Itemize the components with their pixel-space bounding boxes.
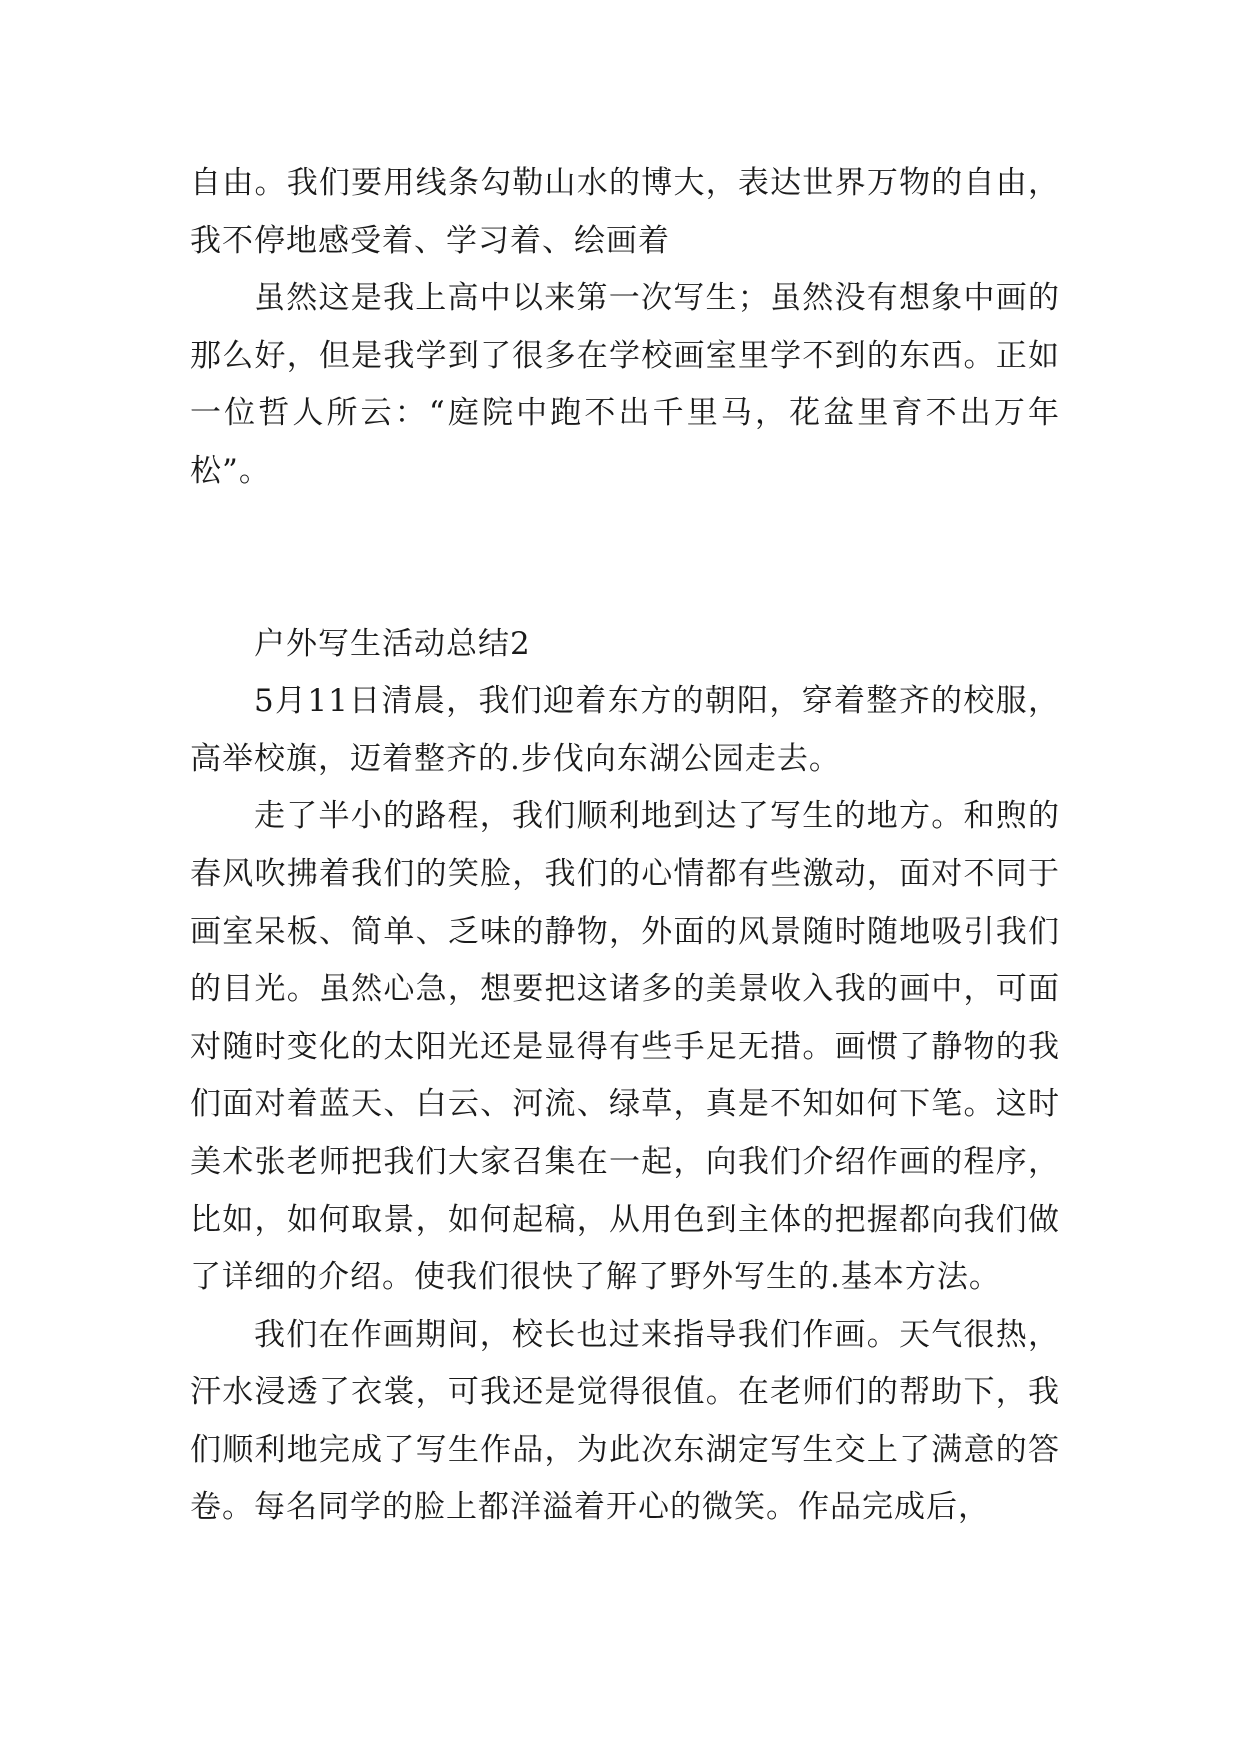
section-spacer	[190, 501, 1060, 616]
paragraph-painting: 我们在作画期间，校长也过来指导我们作画。天气很热，汗水浸透了衣裳，可我还是觉得很值。在老师们的帮助下，我们顺利地完成了写生作品，为此次东湖定写生交上了满意的答卷。每名同学的脸上都洋溢着开心的微笑。作品完成后，	[190, 1316, 1060, 1526]
section-title: 户外写生活动总结2	[254, 625, 531, 662]
paragraph-continuation: 自由。我们要用线条勾勒山水的博大，表达世界万物的自由，我不停地感受着、学习着、绘画着	[190, 165, 1060, 259]
paragraph-arrival: 走了半小的路程，我们顺利地到达了写生的地方。和煦的春风吹拂着我们的笑脸，我们的心情都有些激动，面对不同于画室呆板、简单、乏味的静物，外面的风景随时随地吸引我们的目光。虽然心急，想要把这诸多的美景收入我的画中，可面对随时变化的太阳光还是显得有些手足无措。画惯了静物的我们面对着蓝天、白云、河流、绿草，真是不知如何下笔。这时美术张老师把我们大家召集在一起，向我们介绍作画的程序，比如，如何取景，如何起稿，从用色到主体的把握都向我们做了详细的介绍。使我们很快了解了野外写生的.基本方法。	[190, 798, 1060, 1296]
document-body	[190, 155, 1060, 1537]
paragraph-reflection: 虽然这是我上高中以来第一次写生；虽然没有想象中画的那么好，但是我学到了很多在学校画室里学不到的东西。正如一位哲人所云：“庭院中跑不出千里马，花盆里育不出万年松”。	[190, 280, 1060, 489]
paragraph-morning: 5月11日清晨，我们迎着东方的朝阳，穿着整齐的校服，高举校旗，迈着整齐的.步伐向东湖公园走去。	[190, 683, 1060, 777]
